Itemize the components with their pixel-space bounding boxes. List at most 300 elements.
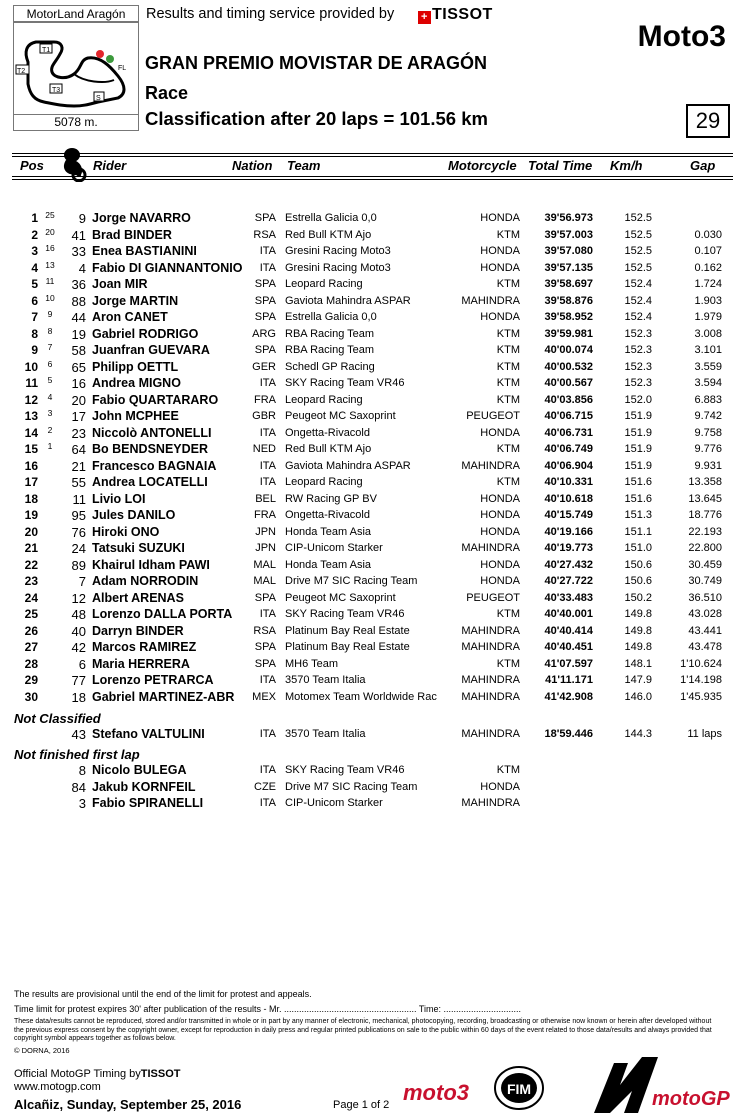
team-cell: SKY Racing Team VR46 (285, 608, 405, 620)
rider-last-name: BINDER (135, 623, 184, 638)
points-cell: 8 (47, 325, 53, 336)
table-row (0, 673, 750, 690)
rider-first-name: Philipp (92, 359, 134, 374)
gap-cell: 6.883 (694, 393, 722, 406)
pos-cell: 7 (31, 310, 38, 324)
gap-cell: 13.645 (688, 492, 722, 505)
bike-number-cell: 12 (71, 590, 86, 606)
bike-number-cell: 58 (71, 343, 86, 358)
gap-cell: 3.594 (694, 377, 722, 389)
nation-cell: ITA (259, 377, 276, 389)
kmh-cell: 151.9 (624, 459, 652, 472)
total-time-cell: 39'58.697 (544, 278, 593, 290)
team-cell: 3570 Team Italia (285, 674, 366, 686)
nation-cell: JPN (255, 525, 276, 538)
motorcycle-cell: MAHINDRA (461, 728, 520, 740)
nation-cell: RSA (253, 624, 276, 637)
team-cell: CIP-Unicom Starker (285, 542, 383, 554)
team-cell: Schedl GP Racing (285, 360, 375, 373)
nation-cell: BEL (255, 492, 276, 505)
bike-number-cell: 43 (71, 727, 86, 742)
motogp-logo (590, 1055, 730, 1115)
gap-cell: 30.749 (688, 575, 722, 587)
gap-cell: 9.758 (694, 426, 722, 439)
nation-cell: ITA (259, 797, 276, 809)
rider-first-name: Livio (92, 491, 122, 506)
kmh-cell: 152.3 (624, 360, 652, 373)
rider-cell (92, 244, 197, 258)
rider-last-name: MCPHEE (125, 409, 179, 423)
rider-first-name: Fabio (92, 392, 126, 407)
bike-number-cell: 8 (78, 763, 86, 778)
points-cell: 1 (47, 441, 53, 451)
rider-cell (92, 277, 148, 291)
location-date: Alcañiz, Sunday, September 25, 2016 (14, 1097, 242, 1112)
bike-number-cell: 84 (71, 779, 86, 795)
rider-cell (92, 475, 208, 489)
team-cell: SKY Racing Team VR46 (285, 764, 405, 776)
bike-number-cell: 89 (71, 557, 86, 573)
rider-last-name: ONO (130, 524, 160, 539)
motorcycle-cell: KTM (496, 377, 520, 389)
rider-first-name: Brad (92, 227, 121, 242)
rider-last-name: BINDER (123, 227, 172, 242)
kmh-cell: 149.8 (624, 624, 652, 637)
total-time-cell: 39'58.952 (544, 311, 593, 323)
col-nation: Nation (232, 158, 273, 173)
motorcycle-cell: HONDA (480, 525, 520, 538)
total-time-cell: 40'10.331 (544, 476, 593, 488)
rider-cell (92, 376, 181, 390)
gap-cell: 1'14.198 (680, 674, 722, 686)
col-pos: Pos (20, 158, 44, 173)
rider-first-name: Andrea (92, 376, 136, 390)
gap-cell: 0.162 (694, 261, 722, 274)
rider-cell (92, 327, 198, 341)
gap-cell: 1.979 (694, 311, 722, 323)
pos-cell: 18 (24, 491, 38, 506)
pos-cell: 25 (24, 607, 38, 621)
bike-number-cell: 41 (71, 227, 86, 243)
pos-cell: 29 (24, 673, 38, 687)
points-cell: 4 (47, 391, 53, 402)
bike-number-cell: 42 (71, 640, 86, 655)
rider-first-name: Nicolo (92, 763, 131, 777)
nation-cell: FRA (254, 393, 276, 406)
nation-cell: ITA (259, 426, 276, 439)
rider-last-name: ARENAS (131, 590, 184, 605)
nation-cell: GER (252, 360, 276, 373)
points-cell: 16 (45, 243, 55, 253)
gap-cell: 9.776 (694, 443, 722, 455)
team-cell: Gresini Racing Moto3 (285, 245, 391, 257)
rider-last-name: OETTL (137, 359, 179, 374)
col-motorcycle: Motorcycle (448, 158, 517, 173)
header-divider-bottom (12, 176, 733, 177)
pos-cell: 28 (24, 656, 38, 671)
gap-cell: 11 laps (687, 728, 722, 740)
rider-first-name: Khairul Idham (92, 557, 176, 572)
pos-cell: 16 (24, 458, 38, 473)
team-cell: RBA Racing Team (285, 344, 375, 356)
rider-first-name: Bo (92, 442, 109, 456)
kmh-cell: 150.6 (624, 575, 652, 587)
circuit-length: 5078 m. (13, 114, 139, 131)
total-time-cell: 40'33.483 (544, 591, 593, 604)
rider-last-name: MIGNO (138, 376, 181, 390)
nation-cell: SPA (254, 278, 276, 290)
rider-last-name: NORRODIN (130, 574, 199, 588)
rider-cell (92, 574, 198, 588)
motorcycle-cell: KTM (496, 228, 520, 241)
rider-cell (92, 690, 234, 704)
nation-cell: ITA (259, 261, 276, 274)
team-cell: Drive M7 SIC Racing Team (285, 780, 418, 793)
kmh-cell: 151.1 (624, 525, 652, 538)
rider-cell (92, 780, 196, 794)
col-kmh: Km/h (610, 158, 643, 173)
rider-cell (92, 393, 218, 407)
total-time-cell: 41'07.597 (544, 657, 593, 670)
motorcycle-cell: PEUGEOT (466, 410, 520, 422)
rider-last-name: DI GIANNANTONIO (128, 260, 243, 275)
table-row (0, 574, 750, 591)
table-row (0, 376, 750, 393)
team-cell: Red Bull KTM Ajo (285, 228, 372, 241)
nation-cell: MAL (253, 558, 276, 571)
gap-cell: 22.800 (688, 542, 722, 554)
pos-cell: 12 (24, 392, 38, 407)
gap-cell: 3.008 (694, 327, 722, 340)
team-cell: Red Bull KTM Ajo (285, 443, 372, 455)
rider-last-name: NAVARRO (129, 211, 191, 225)
rider-cell (92, 727, 205, 741)
rider-first-name: John (92, 409, 122, 423)
circuit-map (13, 21, 139, 115)
rider-last-name: RODRIGO (138, 326, 199, 341)
team-cell: Ongetta-Rivacold (285, 509, 370, 521)
rider-cell (92, 673, 214, 687)
gap-cell: 0.107 (694, 245, 722, 257)
bike-number-cell: 55 (71, 475, 86, 490)
nation-cell: CZE (254, 780, 276, 793)
gap-cell: 1'45.935 (680, 690, 722, 703)
pos-cell: 23 (24, 574, 38, 588)
kmh-cell: 151.3 (624, 509, 652, 521)
team-cell: Leopard Racing (285, 278, 363, 290)
gap-cell: 9.742 (694, 410, 722, 422)
nation-cell: SPA (254, 294, 276, 307)
kmh-cell: 152.5 (624, 261, 652, 274)
copyright: © DORNA, 2016 (14, 1046, 70, 1055)
pos-cell: 9 (31, 343, 38, 357)
nation-cell: SPA (254, 657, 276, 670)
rider-first-name: Darryn (92, 623, 133, 638)
table-row (0, 211, 750, 228)
table-row (0, 277, 750, 294)
rider-last-name: HERRERA (128, 656, 190, 671)
nation-cell: ITA (259, 764, 276, 776)
gap-cell: 43.028 (688, 608, 722, 620)
motorcycle-cell: KTM (496, 764, 520, 776)
tissot-logo (418, 6, 493, 24)
protest-limit-note: Time limit for protest expires 30' after publication of the results - Mr. ..................................................... Time: ............................... (14, 1004, 522, 1014)
rider-first-name: Jules (92, 508, 124, 522)
kmh-cell: 152.4 (624, 311, 652, 323)
nation-cell: NED (252, 443, 276, 455)
total-time-cell: 40'27.432 (544, 558, 593, 571)
table-row (0, 657, 750, 674)
nation-cell: ITA (259, 476, 276, 488)
rider-first-name: Maria (92, 656, 125, 671)
motorcycle-cell: MAHINDRA (461, 641, 520, 653)
rider-cell (92, 558, 210, 572)
bike-number-cell: 88 (71, 293, 86, 309)
points-cell: 5 (47, 375, 53, 385)
kmh-cell: 152.4 (624, 294, 652, 307)
total-time-cell: 18'59.446 (544, 728, 593, 740)
rider-cell (92, 211, 191, 225)
nation-cell: RSA (253, 228, 276, 241)
rider-cell (92, 409, 179, 423)
kmh-cell: 152.5 (624, 228, 652, 241)
pos-cell: 8 (31, 326, 38, 341)
rider-cell (92, 624, 184, 638)
gap-cell: 1.903 (694, 294, 722, 307)
bike-number-cell: 65 (71, 359, 86, 375)
table-row (0, 796, 750, 813)
gap-cell: 0.030 (694, 228, 722, 241)
rider-last-name: SUZUKI (138, 541, 185, 555)
total-time-cell: 39'57.135 (544, 261, 593, 274)
total-time-cell: 39'56.973 (544, 212, 593, 224)
team-cell: RW Racing GP BV (285, 492, 377, 505)
motorcycle-cell: KTM (496, 443, 520, 455)
rider-first-name: Jakub (92, 779, 129, 794)
motorcycle-cell: KTM (496, 327, 520, 340)
total-time-cell: 40'40.001 (544, 608, 593, 620)
kmh-cell: 150.2 (624, 591, 652, 604)
rider-last-name: MARTINEZ-ABR (138, 689, 235, 704)
table-row (0, 228, 750, 245)
rider-cell (92, 294, 178, 308)
gap-cell: 9.931 (694, 459, 722, 472)
bike-number-cell: 95 (71, 508, 86, 523)
pos-cell: 19 (24, 508, 38, 522)
kmh-cell: 152.4 (624, 278, 652, 290)
table-row (0, 409, 750, 426)
gap-cell: 13.358 (688, 476, 722, 488)
team-cell: CIP-Unicom Starker (285, 797, 383, 809)
table-row (0, 459, 750, 476)
bike-number-cell: 18 (71, 689, 86, 705)
team-cell: Motomex Team Worldwide Rac (285, 690, 437, 703)
rider-first-name: Juanfran (92, 343, 145, 357)
table-row (0, 360, 750, 377)
nation-cell: MAL (253, 575, 276, 587)
svg-text:FL: FL (118, 65, 127, 72)
pos-cell: 14 (24, 425, 38, 440)
table-row (0, 310, 750, 327)
nation-cell: GBR (252, 410, 276, 422)
team-cell: SKY Racing Team VR46 (285, 377, 405, 389)
rider-first-name: Gabriel (92, 689, 136, 704)
team-cell: MH6 Team (285, 657, 338, 670)
rider-cell (92, 492, 146, 506)
rider-cell (92, 442, 208, 456)
points-cell: 3 (47, 408, 53, 418)
rider-first-name: Gabriel (92, 326, 136, 341)
page-number: Page 1 of 2 (333, 1099, 390, 1111)
motorcycle-cell: PEUGEOT (466, 591, 520, 604)
bike-number-cell: 77 (71, 673, 86, 688)
motorcycle-cell: KTM (496, 476, 520, 488)
kmh-cell: 151.9 (624, 426, 652, 439)
motorcycle-cell: MAHINDRA (461, 542, 520, 554)
pos-cell: 5 (31, 277, 38, 291)
table-row (0, 294, 750, 311)
rider-last-name: VALTULINI (141, 727, 205, 741)
table-row (0, 261, 750, 278)
pos-cell: 6 (31, 293, 38, 308)
bike-number-cell: 33 (71, 244, 86, 259)
team-cell: Gaviota Mahindra ASPAR (285, 294, 411, 307)
rider-cell (92, 360, 178, 374)
motorcycle-cell: KTM (496, 360, 520, 373)
total-time-cell: 40'40.451 (544, 641, 593, 653)
total-time-cell: 40'06.749 (544, 443, 593, 455)
gap-cell: 3.101 (694, 344, 722, 356)
rider-first-name: Joan (92, 277, 122, 291)
official-timing (14, 1068, 181, 1080)
header-divider-top-2 (12, 156, 733, 157)
rider-cell (92, 310, 168, 324)
header-divider-top (12, 153, 733, 154)
total-time-cell: 40'40.414 (544, 624, 593, 637)
motorcycle-cell: KTM (496, 278, 520, 290)
kmh-cell: 152.5 (624, 245, 652, 257)
total-time-cell: 40'06.715 (544, 410, 593, 422)
motorcycle-cell: MAHINDRA (461, 459, 520, 472)
points-cell: 2 (47, 424, 53, 435)
bike-number-cell: 36 (71, 277, 86, 292)
motorcycle-cell: KTM (496, 393, 520, 406)
points-cell: 7 (47, 342, 53, 352)
kmh-cell: 151.0 (624, 542, 652, 554)
points-cell: 11 (45, 276, 55, 286)
rider-first-name: Niccolò (92, 425, 138, 440)
pos-cell: 2 (31, 227, 38, 242)
motorcycle-cell: HONDA (480, 261, 520, 274)
motorcycle-cell: HONDA (480, 311, 520, 323)
table-row (0, 727, 750, 744)
svg-text:motoGP: motoGP (652, 1088, 730, 1110)
bike-number-cell: 40 (71, 623, 86, 639)
pos-cell: 27 (24, 640, 38, 654)
kmh-cell: 152.5 (624, 212, 652, 224)
table-row (0, 508, 750, 525)
pos-cell: 22 (24, 557, 38, 572)
pos-cell: 24 (24, 590, 38, 605)
nation-cell: SPA (254, 641, 276, 653)
rider-last-name: MARTIN (129, 293, 179, 308)
rider-first-name: Hiroki (92, 524, 128, 539)
motorcycle-cell: HONDA (480, 426, 520, 439)
points-cell: 10 (45, 292, 55, 303)
rider-last-name: BAGNAIA (158, 458, 217, 473)
nation-cell: ITA (259, 674, 276, 686)
points-cell: 20 (45, 226, 55, 237)
rider-last-name: BENDSNEYDER (112, 442, 209, 456)
pos-cell: 3 (31, 244, 38, 258)
total-time-cell: 40'15.749 (544, 509, 593, 521)
table-row (0, 442, 750, 459)
pos-cell: 26 (24, 623, 38, 638)
official-timing-label: Official MotoGP Timing by (14, 1068, 141, 1080)
bike-number-cell: 64 (71, 442, 86, 457)
motorcycle-cell: HONDA (480, 212, 520, 224)
rider-last-name: LOI (124, 491, 146, 506)
website-link[interactable]: www.motogp.com (14, 1081, 101, 1093)
motorcycle-cell: MAHINDRA (461, 674, 520, 686)
rider-cell (92, 657, 190, 671)
table-row (0, 690, 750, 707)
total-time-cell: 40'10.618 (544, 492, 593, 505)
rider-cell (92, 228, 172, 242)
rider-first-name: Jorge (92, 211, 127, 225)
nation-cell: SPA (254, 344, 276, 356)
gap-cell: 3.559 (694, 360, 722, 373)
rider-first-name: Lorenzo (92, 607, 141, 621)
col-rider: Rider (93, 158, 127, 173)
kmh-cell: 147.9 (624, 674, 652, 686)
rider-first-name: Albert (92, 590, 129, 605)
rider-last-name: DALLA PORTA (144, 607, 233, 621)
table-row (0, 475, 750, 492)
gap-cell: 36.510 (688, 591, 722, 604)
tissot-logo-text: TISSOT (432, 6, 493, 23)
rider-last-name: KORNFEIL (131, 779, 196, 794)
rider-cell (92, 607, 232, 621)
kmh-cell: 151.6 (624, 476, 652, 488)
nation-cell: ITA (259, 608, 276, 620)
table-row (0, 607, 750, 624)
gap-cell: 30.459 (688, 558, 722, 571)
nation-cell: FRA (254, 509, 276, 521)
table-row (0, 492, 750, 509)
legal-notice: These data/results cannot be reproduced, stored and/or transmitted in whole or in part by any manner of electronic, mechanical, photocopying, recording, broadcasting or otherwise now known or herein after developed without the previous express consent by the copyright owner, except for reproduction in daily press and regular printed publications on sale to the public within 60 days of the event related to those data/results and always provided that copyright symbol appears together as follows below. (14, 1018, 712, 1043)
total-time-cell: 39'57.080 (544, 245, 593, 257)
rider-first-name: Fabio (92, 796, 126, 810)
bike-number-cell: 7 (78, 574, 86, 589)
gap-cell: 43.478 (688, 641, 722, 653)
bike-number-cell: 76 (71, 524, 86, 540)
fim-logo (493, 1065, 545, 1111)
rider-first-name: Enea (92, 244, 122, 258)
team-cell: Gresini Racing Moto3 (285, 261, 391, 274)
svg-text:FIM: FIM (506, 1081, 532, 1097)
pos-cell: 4 (31, 260, 38, 275)
col-team: Team (287, 158, 321, 173)
bike-number-cell: 17 (71, 409, 86, 424)
total-time-cell: 39'57.003 (544, 228, 593, 241)
team-cell: Peugeot MC Saxoprint (285, 591, 396, 604)
total-time-cell: 40'00.074 (544, 344, 593, 356)
kmh-cell: 152.3 (624, 344, 652, 356)
team-cell: Platinum Bay Real Estate (285, 624, 410, 637)
tissot-cross-icon: + (418, 11, 431, 24)
kmh-cell: 152.3 (624, 327, 652, 340)
